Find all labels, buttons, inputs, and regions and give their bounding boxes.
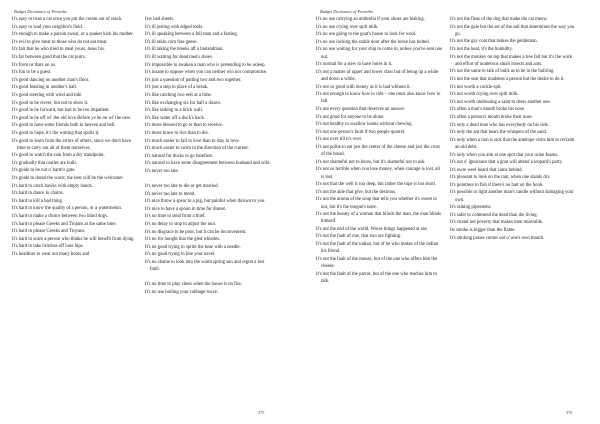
proverb-entry: It's not the monkey on top that makes a tree fall but it's the work and effort of numerous small insects and ants. — [450, 54, 573, 67]
proverb-entry: It's out o' ignorance that a goat will attend a leopard's party. — [450, 160, 563, 166]
proverb-entry: It's not worth crying over spilt milk. — [450, 92, 519, 98]
proverb-entry: It's no shame to look into the warm spring sun and regret a lost limb. — [145, 260, 265, 273]
proverb-entry: It's not shameful not to know, but it's shameful not to ask. — [316, 159, 426, 165]
proverb-entry: It's no delay to stop to adjust the tool. — [145, 222, 217, 228]
proverb-entry: It's no use boiling your cabbage twice. — [145, 289, 219, 295]
proverb-entry: It's not so terrible when you lose money, when courage is lost, all is lost. — [316, 167, 441, 180]
proverb-entry: It's like talking to a brick wall. — [145, 108, 203, 114]
proverb-entry: It's good to learn from the errors of others, since we don't have time to carry out all of them ourselves. — [12, 138, 131, 151]
proverb-entry: It's no use locking the stable door after the horse has bolted. — [316, 39, 430, 45]
proverb-entry: It's only a dead man who has everybody on his side. — [450, 122, 549, 128]
proverb-entry: It's owre weel heard that cams behind. — [450, 167, 523, 173]
proverb-entry: It's good steering with wind and tide. — [12, 92, 83, 98]
proverb-entry: It's guide to be out o' harm's gate. — [12, 168, 76, 174]
proverb-entry: It's good feasting in another's hall. — [12, 85, 78, 91]
proverb-entry: It's gradually that castles are built. — [12, 160, 77, 166]
proverb-entry: It's no time to play chess when the house is on fire. — [145, 282, 242, 288]
proverb-entry: It's strand not poverty that makes men miserable. — [450, 220, 544, 226]
proverb-entry: It's not one person's fault if two people quarrel. — [316, 129, 406, 135]
proverb-entry: It's healthier to wear out many boots and — [12, 252, 90, 258]
proverb-entry: It's not good for anyone to be alone. — [316, 114, 385, 120]
proverb-entry: It's safer to commend the dead than the living. — [450, 212, 538, 218]
proverb-entry: It's not so good with money as it is bad without it. — [316, 84, 411, 90]
proverb-entry: It's enough to make a parson swear, or a quaker kick his mother. — [12, 32, 134, 38]
proverb-entry: It's hard to dance in chains. — [12, 191, 64, 197]
proverb-entry: It's stinking praise comes out o' one's own mouth. — [450, 235, 545, 241]
proverb-entry: It's nice to have a spoon in time for dinner. — [145, 206, 227, 212]
proverb-entry: It's natural to have some disagreement between husband and wife. — [145, 161, 271, 167]
proverb-entry: It's often a man's mouth broke his nose. — [450, 107, 526, 113]
proverb-entry — [145, 175, 272, 182]
proverb-entry: It's good to have some friends both in heaven and hell. — [12, 123, 116, 129]
proverb-entry: It's not the seat that maddens a person but the desire to do it. — [450, 76, 565, 82]
proverb-entry: It's not the same to talk of bulls as to be in the bullring. — [450, 69, 555, 75]
proverb-entry: It's not the fault of the indian, but of he who makes of the indian his friend. — [316, 242, 439, 255]
proverb-entry: It's no disgrace to be poor, but it can be inconvenient. — [145, 229, 247, 235]
proverb-entry: It's impossible to awaken a man who is pretending to be asleep. — [145, 62, 266, 68]
proverb-entry: It's not the fault of one, that two are fighting. — [316, 234, 402, 240]
proverb-entry: It's not the fault of the parrot, but of the one who teaches him to talk. — [316, 271, 438, 284]
proverb-entry: It's not the aroma of the soup that tells you whether it's sweet or not, but it's the tongue's taste. — [316, 197, 438, 210]
proverb-entry: It's like exchanging six for half a dozen. — [145, 100, 222, 106]
proverb-entry: It's good to be off wi' the old love Before ye be on wi' the new. — [12, 115, 132, 121]
proverb-entry: It's no for nought that the gled whistles. — [145, 237, 221, 243]
proverb-entry: It's hard to please Greeks and Trojans at the same time. — [12, 221, 117, 227]
proverb-entry: It's never too late to die or get married. — [145, 184, 219, 190]
proverb-entry: It's hard to kill a bad thing. — [12, 198, 64, 204]
proverb-entry: It's fun to be a guest. — [12, 70, 52, 76]
proverb-entry: It's more blessed to go to than to receive. — [145, 123, 223, 129]
proverb-entry: It's not a matter of upper and lower class but of being up a while and down a while. — [316, 69, 439, 82]
proverb-entry: It's not worth undressing a saint to dress another one. — [450, 99, 551, 105]
proverb-entry: It's just a question of putting two and two together. — [145, 77, 242, 83]
right-page — [300, 0, 600, 424]
proverb-entry: It's easy to wad your neighbor's field. — [12, 24, 83, 30]
proverb-entry: It's nice throw a spear to a pig, but painful when thrown to you. — [145, 199, 266, 205]
running-header: Budget Dictionary of Proverbs — [320, 9, 373, 14]
proverb-entry: It's evil to give meat to those who do not eat meat. — [12, 39, 108, 45]
proverb-entry: It's pointless to fish if there's no bait on the hook. — [450, 182, 544, 188]
proverb-entry: It's ill jesting with edged tools. — [145, 24, 204, 30]
left-page-column-1 — [12, 16, 139, 259]
proverb-entry: It's normal for a stew to have holes in it. — [316, 62, 393, 68]
proverb-entry: It's no use carrying an umbrella if your shoes are leaking. — [316, 17, 425, 22]
proverb-entry: It's like catching two eels at a time. — [145, 92, 212, 98]
proverb-entry: It's no use going to the goat's house to look for wool. — [316, 32, 417, 38]
proverb-entry: It's not polite to eat just the center of the cheese and just the crust of the bread. — [316, 144, 440, 158]
proverb-entry: It's not that the well is too deep, but rather the rope is too short. — [316, 182, 437, 188]
proverb-entry: It's only when a lion is sick that the antelope visits him to reclaim an old debt. — [450, 137, 575, 150]
left-page-column-2 — [145, 16, 272, 297]
page-number: 375 — [258, 410, 265, 415]
proverb-entry: It's good dancing on another man's floor. — [12, 77, 90, 83]
proverb-entry: It's not the fault of the mouse, but of the one who offers him the cheese. — [316, 256, 438, 270]
proverb-entry: Its smoke is bigger than the flame. — [450, 228, 516, 234]
proverb-entry: It's not over till it's over. — [316, 137, 363, 143]
proverb-entry: It's no good trying to bite your navel. — [145, 252, 216, 258]
proverb-entry: It's ill speaking between a full man and a fasting. — [145, 32, 238, 38]
proverb-entry: It's good to be clever, but not to show it. — [12, 100, 89, 106]
proverb-entry: It's hard to take britches off bare hips. — [12, 244, 84, 250]
proverb-entry: It's good to hope, it's the waiting that spoils it. — [12, 130, 100, 136]
proverb-entry: It's no use waiting for your ship to come in, unless you've sent one out. — [316, 47, 443, 60]
proverb-entry: It's not enough to know how to ride – one must also know how to fall. — [316, 92, 441, 105]
proverb-entry: It's far between good that the cat purrs. — [12, 54, 86, 60]
proverb-entry: It's more brave to live than to die. — [145, 130, 209, 136]
proverb-entry: It's no good trying to sprint the bear with a needle. — [145, 244, 241, 250]
proverb-entry: It's never too late. — [145, 168, 179, 174]
proverb-entry: It's natural for ducks to go barefoot. — [145, 153, 213, 159]
proverb-entry: It's no time to steal from a thief. — [145, 214, 206, 220]
proverb-entry: It's not the gay coat that makes the gentleman. — [450, 39, 538, 45]
proverb-entry: It's guide to dread the worst, the best will be the welcomer. — [12, 176, 124, 182]
proverb-entry: It's not the beauty of a woman that blinds the man, the man blinds himself. — [316, 212, 442, 225]
proverb-entry: It's ill takin corn frae geese. — [145, 39, 198, 45]
proverb-entry: It's not the able that give, but the desirous. — [316, 189, 397, 195]
proverb-entry: It's often a person's mouth broke their nose. — [450, 114, 533, 120]
proverb-entry: It's good to be forward, but bad to be too impatient. — [12, 108, 110, 114]
proverb-entry: It's ill waiting for dead men's shoes. — [145, 54, 214, 60]
proverb-entry: It's hard to scare a person who thinks he will benefit from dying. — [12, 236, 135, 242]
proverb-entry: It's much easier to swim in the direction of the current. — [145, 146, 249, 152]
proverb-entry: It's pleasant to look on the rain, when one stands dry. — [450, 175, 551, 181]
proverb-entry: It's hard to make a choice between two blind dogs. — [12, 214, 109, 220]
proverb-entry: It's not every question that deserves an answer. — [316, 106, 405, 112]
proverb-entry: It's fair that he who tried to steal yours, loses his. — [12, 47, 105, 53]
proverb-entry: It's much easier to fall in love than to stay in love. — [145, 138, 240, 144]
proverb-entry: It's hard to please Greeks and Troyans. — [12, 229, 86, 235]
proverb-entry: It's like water off a duck's back. — [145, 115, 206, 121]
proverb-entry: It's easy to trust a cat once you put the cream out of reach. — [12, 17, 123, 22]
proverb-entry: It's possible to light another man's candle without damaging your own. — [450, 190, 574, 203]
proverb-entry: It's hard to know the quality of a person, or a watermelon. — [12, 206, 122, 212]
proverb-entry: It's just a step in place of a break. — [145, 85, 209, 91]
proverb-entry: It's not the fleas of the dog that make the cat meow. — [450, 17, 548, 22]
running-header: Budget Dictionary of Proverbs — [14, 9, 67, 14]
proverb-entry: It's not healthy to swallow books without chewing. — [316, 122, 413, 128]
proverb-entry: It's good to watch the rain from a dry standpoint. — [12, 153, 105, 159]
proverb-entry: It's raining pipestems. — [450, 205, 492, 211]
right-page-column-2 — [450, 16, 577, 242]
proverb-entry: It's only when you aim at one spot that your urine foams. — [450, 152, 559, 158]
proverb-entry: It's from us thats on us. — [12, 62, 57, 68]
proverb-entry: few bed sheets. — [145, 17, 175, 22]
proverb-entry: It's insane to oppose when you can neither win nor compromise. — [145, 70, 268, 76]
proverb-entry: It's only the ant that hears the whispers of the sand. — [450, 130, 548, 136]
proverb-entry: It's not the end of the world. Worse things happened at sea. — [316, 226, 428, 232]
page-number: 376 — [566, 410, 573, 415]
right-page-column-1 — [316, 16, 443, 285]
proverb-entry: It's never too late to mend. — [145, 191, 196, 197]
proverb-entry: It's ill taking the breeks aff a hielandman. — [145, 47, 224, 53]
proverb-entry: It's not worth a cockle-spit. — [450, 84, 502, 90]
proverb-entry: It's not the heat, it's the humidity. — [450, 46, 513, 52]
proverb-entry: It's hard to catch hawks with empty hands. — [12, 183, 93, 189]
proverb-entry: It's no use crying over spilt milk. — [316, 24, 379, 30]
proverb-entry — [145, 274, 272, 281]
proverb-entry: It's not the gale but the set of the sail that determines the way you go. — [450, 24, 575, 37]
